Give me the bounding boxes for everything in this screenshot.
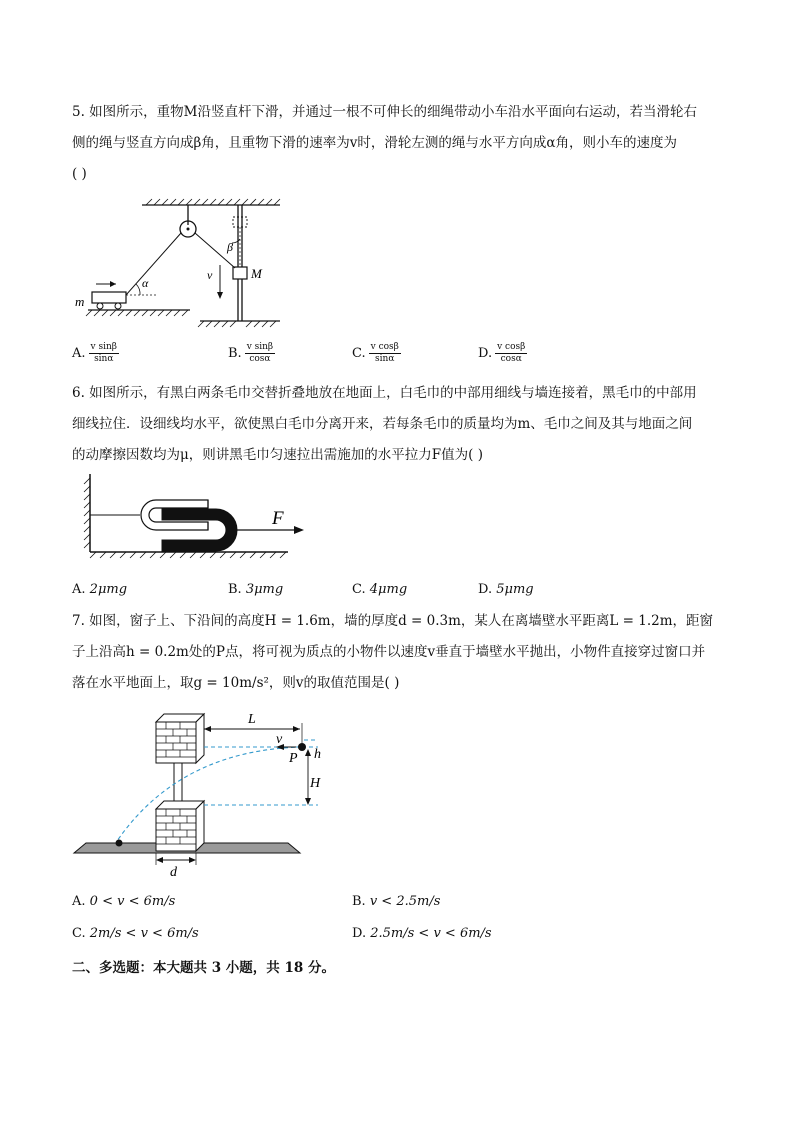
q5-stem xyxy=(72,97,732,190)
q6-line-2: 细线拉住．设细线均水平，欲使黑白毛巾分离开来，若每条毛巾的质量均为m、毛巾之间及其与地面之间 xyxy=(72,416,693,432)
q5-line-2: 侧的绳与竖直方向成β角，且重物下滑的速率为v时，滑轮左测的绳与水平方向成α角，则小车的速度为 xyxy=(72,135,678,151)
q5-label-alpha: α xyxy=(142,276,149,290)
q7-option-d[interactable]: D. 2.5m/s < v < 6m/s xyxy=(352,926,492,941)
q7-line-3: 落在水平地面上，取g = 10m/s²，则v的取值范围是( ) xyxy=(72,675,400,691)
q5-label-beta: β xyxy=(227,240,233,254)
q7-label-P: P xyxy=(289,751,298,766)
q7-stem xyxy=(72,606,732,699)
q5-option-c[interactable]: C. $\frac{\text{v cosβ}}{\sin\alpha}$ xyxy=(352,342,399,364)
section-2-heading: 二、多选题：本大题共 3 小题，共 18 分。 xyxy=(72,960,335,976)
q7-option-c[interactable]: C. 2m/s < v < 6m/s xyxy=(72,926,199,941)
q6-option-b[interactable]: B. 3μmg xyxy=(228,582,284,597)
q7-figure xyxy=(70,705,320,880)
q5-line-1: 5. 如图所示，重物M沿竖直杆下滑，并通过一根不可伸长的细绳带动小车沿水平面向右运动，若当滑轮右 xyxy=(72,104,697,120)
q6-figure xyxy=(80,470,310,560)
q7-label-v: v xyxy=(276,732,283,747)
q5-option-d[interactable]: D. $\frac{\text{v cosβ}}{\cos\alpha}$ xyxy=(478,342,526,364)
q5-line-3: ( ) xyxy=(72,166,87,182)
q6-label-F: F xyxy=(272,508,284,529)
q6-option-d[interactable]: D. 5μmg xyxy=(478,582,534,597)
q5-label-m: m xyxy=(75,294,85,309)
q7-label-H: H xyxy=(310,776,321,791)
q7-line-1: 7. 如图，窗子上、下沿间的高度H = 1.6m，墙的厚度d = 0.3m，某人在离墙壁水平距离L = 1.2m，距窗 xyxy=(72,613,714,629)
q5-label-v: v xyxy=(207,268,213,282)
q6-option-a[interactable]: A. 2μmg xyxy=(72,582,128,597)
q6-stem xyxy=(72,378,732,471)
q7-line-2: 子上沿高h = 0.2m处的P点，将可视为质点的小物件以速度v垂直于墙壁水平抛出，小物件直接穿过窗口并 xyxy=(72,644,706,660)
q6-line-3: 的动摩擦因数均为μ，则讲黑毛巾匀速拉出需施加的水平拉力F值为( ) xyxy=(72,447,483,463)
q5-label-M: M xyxy=(251,266,262,281)
q6-option-c[interactable]: C. 4μmg xyxy=(352,582,408,597)
q7-label-h: h xyxy=(314,747,321,762)
q5-option-a[interactable]: A. $\frac{\text{v sinβ}}{\sin\alpha}$ xyxy=(72,342,117,364)
q7-label-d: d xyxy=(170,865,177,880)
q7-option-b[interactable]: B. v < 2.5m/s xyxy=(352,894,441,909)
q5-option-b[interactable]: B. $\frac{\text{v sinβ}}{\cos\alpha}$ xyxy=(228,342,274,364)
q5-figure xyxy=(70,195,290,330)
q7-option-a[interactable]: A. 0 < v < 6m/s xyxy=(72,894,176,909)
q6-line-1: 6. 如图所示，有黑白两条毛巾交替折叠地放在地面上，白毛巾的中部用细线与墙连接着，黑毛巾的中部用 xyxy=(72,385,697,401)
q7-label-L: L xyxy=(248,712,256,727)
